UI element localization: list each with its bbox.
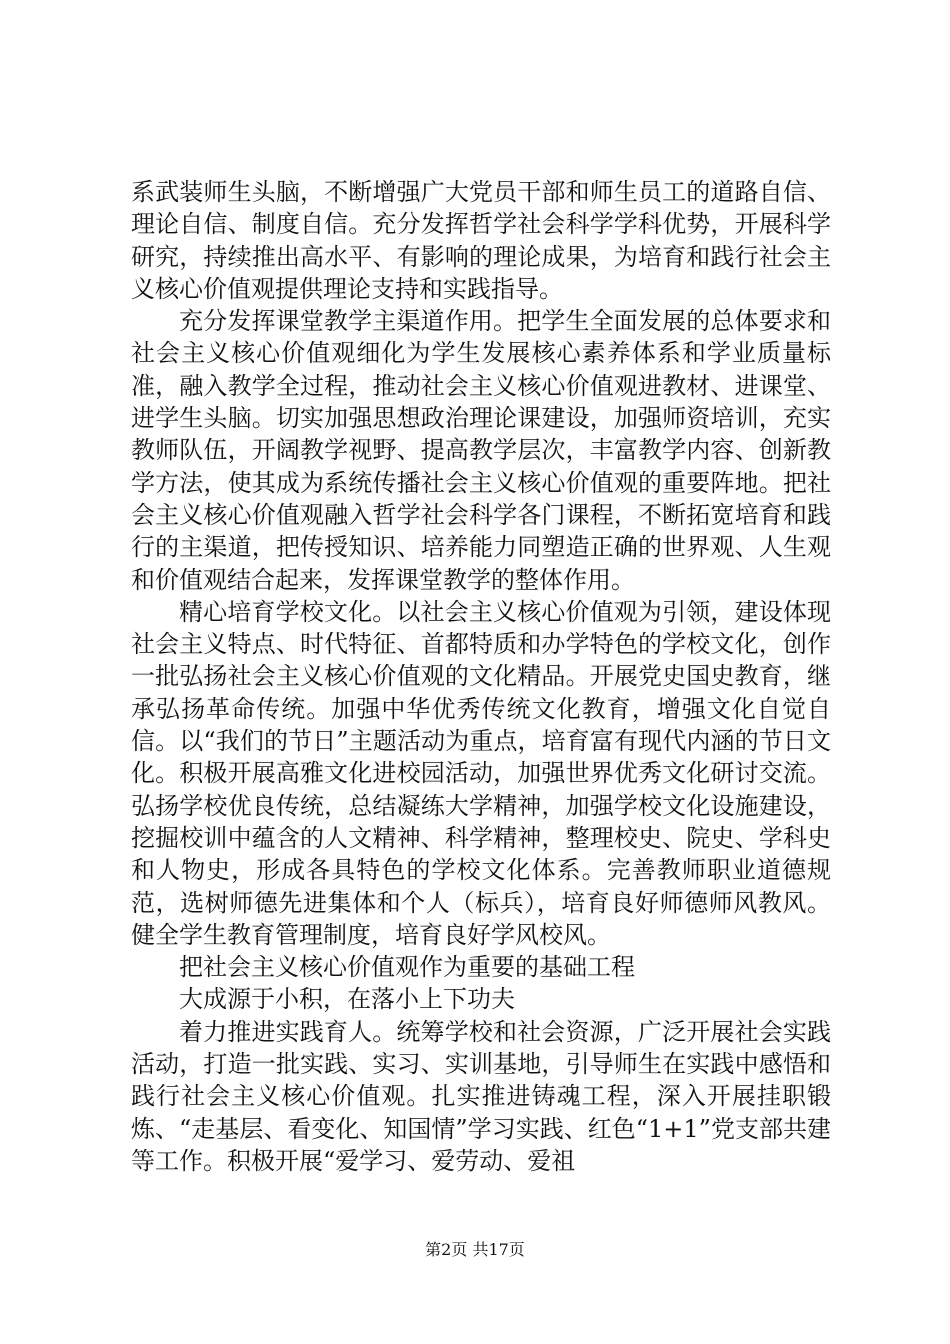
- section-heading-1: 把社会主义核心价值观作为重要的基础工程: [179, 953, 635, 982]
- section-heading-2: 大成源于小积，在落小上下功夫: [179, 985, 515, 1014]
- paragraph-1: 系武装师生头脑，不断增强广大党员干部和师生员工的道路自信、理论自信、制度自信。充分发挥哲学社会科学学科优势，开展科学研究，持续推出高水平、有影响的理论成果，为培育和践行社会主义核心价值观提供理论支持和实践指导。: [131, 178, 831, 303]
- paragraph-4: 着力推进实践育人。统筹学校和社会资源，广泛开展社会实践活动，打造一批实践、实习、实训基地，引导师生在实践中感悟和践行社会主义核心价值观。扎实推进铸魂工程，深入开展挂职锻炼、“走基层、看变化、知国情”学习实践、红色“1+1”党支部共建等工作。积极开展“爱学习、爱劳动、爱祖: [131, 1017, 831, 1175]
- page-number-footer: 第2页 共17页: [425, 1240, 525, 1259]
- paragraph-3: 精心培育学校文化。以社会主义核心价值观为引领，建设体现社会主义特点、时代特征、首都特质和办学特色的学校文化，创作一批弘扬社会主义核心价值观的文化精品。开展党史国史教育，继承弘扬革命传统。加强中华优秀传统文化教育，增强文化自觉自信。以“我们的节日”主题活动为重点，培育富有现代内涵的节日文化。积极开展高雅文化进校园活动，加强世界优秀文化研讨交流。弘扬学校优良传统，总结凝练大学精神，加强学校文化设施建设，挖掘校训中蕴含的人文精神、科学精神，整理校史、院史、学科史和人物史，形成各具特色的学校文化体系。完善教师职业道德规范，选树师德先进集体和个人（标兵），培育良好师德师风教风。健全学生教育管理制度，培育良好学风校风。: [131, 597, 831, 949]
- document-body: [131, 176, 831, 1177]
- paragraph-2: 充分发挥课堂教学主渠道作用。把学生全面发展的总体要求和社会主义核心价值观细化为学生发展核心素养体系和学业质量标准，融入教学全过程，推动社会主义核心价值观进教材、进课堂、进学生头脑。切实加强思想政治理论课建设，加强师资培训，充实教师队伍，开阔教学视野、提高教学层次，丰富教学内容、创新教学方法，使其成为系统传播社会主义核心价值观的重要阵地。把社会主义核心价值观融入哲学社会科学各门课程，不断拓宽培育和践行的主渠道，把传授知识、培养能力同塑造正确的世界观、人生观和价值观结合起来，发挥课堂教学的整体作用。: [131, 307, 831, 594]
